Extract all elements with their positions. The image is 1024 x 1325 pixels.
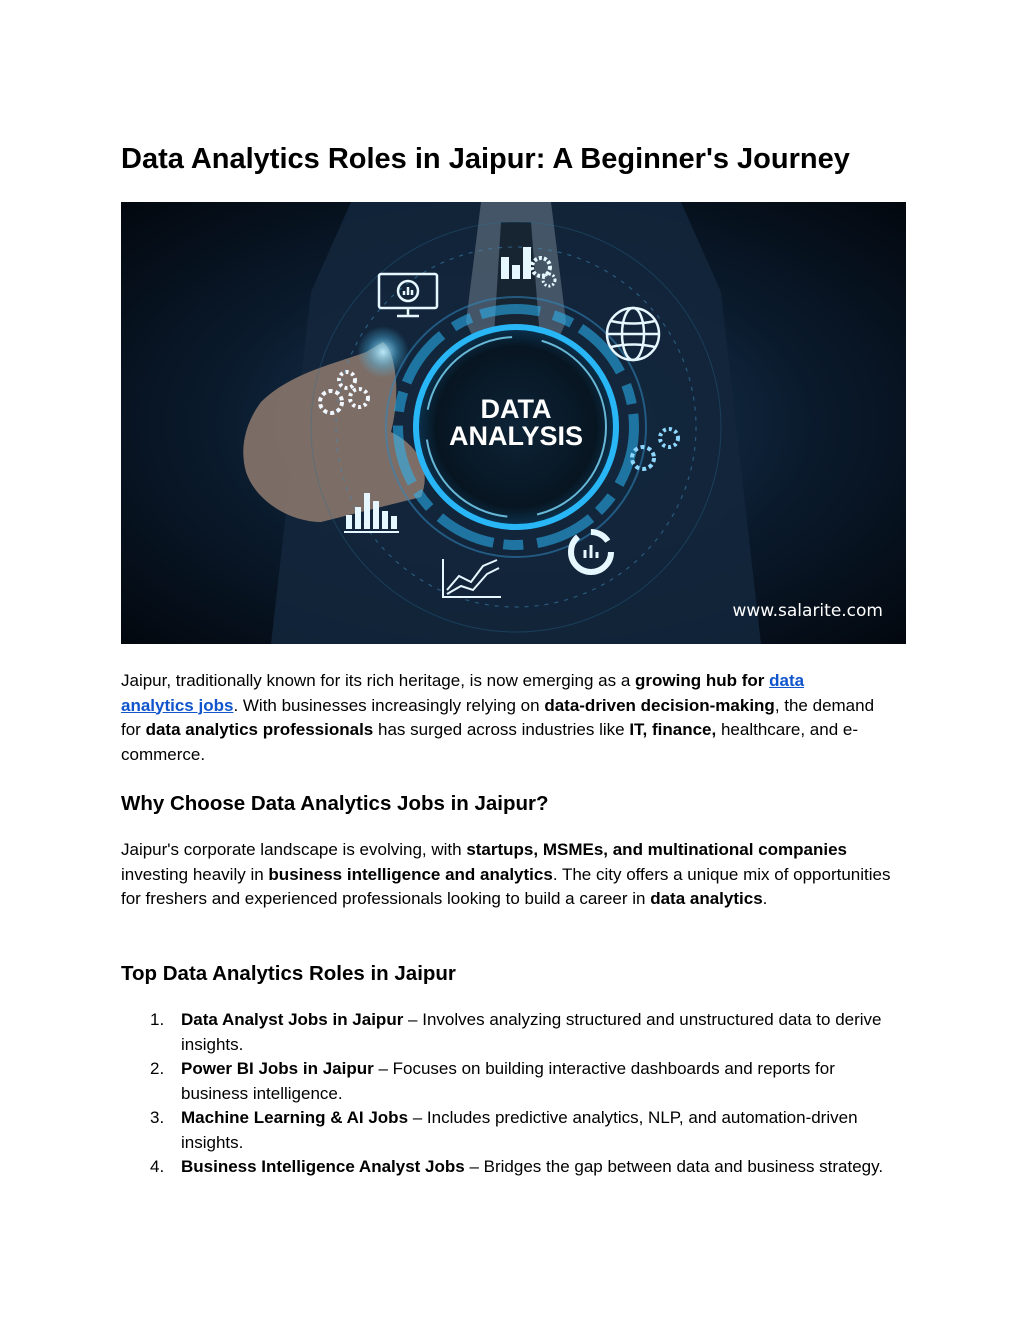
data-analysis-illustration [121, 202, 906, 644]
text-run: , the demand for [121, 695, 875, 739]
list-item [121, 1057, 907, 1106]
roles-list [121, 1008, 907, 1180]
text-run: has surged across industries like [373, 720, 630, 739]
list-number: 1. [150, 1010, 165, 1029]
bold-run: data analytics professionals [145, 720, 374, 739]
page-title: Data Analytics Roles in Jaipur: A Beginner's Journey [121, 143, 850, 175]
list-item [121, 1008, 907, 1057]
text-run: Jaipur, traditionally known for its rich heritage, is now emerging as a [121, 671, 636, 690]
section-heading-why-choose: Why Choose Data Analytics Jobs in Jaipur? [121, 792, 549, 815]
role-description: – Involves analyzing structured and unstructured data to derive insights. [181, 1010, 882, 1054]
text-run: Jaipur's corporate landscape is evolving, with [121, 840, 467, 859]
role-description: – Includes predictive analytics, NLP, and automation-driven insights. [181, 1108, 858, 1152]
role-description: – Bridges the gap between data and business strategy. [464, 1157, 884, 1176]
list-item [121, 1155, 907, 1180]
text-run: . [762, 889, 768, 908]
section-heading-top-roles: Top Data Analytics Roles in Jaipur [121, 962, 456, 985]
list-number: 2. [150, 1059, 165, 1078]
bold-run: data analytics [650, 889, 763, 908]
role-title: Data Analyst Jobs in Jaipur [181, 1010, 404, 1029]
hero-text-line2: ANALYSIS [448, 421, 584, 451]
text-run: . The city offers a unique mix of opportunities for freshers and experienced professionals looking to build a career in [121, 864, 891, 908]
text-run: . With businesses increasingly relying on [233, 695, 545, 715]
role-description: – Focuses on building interactive dashboards and reports for business intelligence. [181, 1059, 835, 1103]
bold-run: business intelligence and analytics [268, 864, 553, 884]
role-title: Business Intelligence Analyst Jobs [181, 1157, 465, 1176]
list-item [121, 1106, 907, 1155]
data-analytics-jobs-link[interactable]: data analytics jobs [121, 671, 805, 715]
bold-run: data-driven decision-making [544, 695, 775, 715]
list-number: 3. [150, 1108, 165, 1127]
bold-run: IT, finance, [629, 720, 717, 739]
hero-text-line1: DATA [480, 394, 552, 424]
bold-run: startups, MSMEs, and multinational companies [466, 840, 847, 859]
text-run: investing heavily in [121, 864, 269, 884]
role-title: Machine Learning & AI Jobs [181, 1108, 409, 1127]
bold-run: growing hub for [635, 671, 770, 690]
role-title: Power BI Jobs in Jaipur [181, 1059, 374, 1078]
why-choose-paragraph [121, 838, 907, 912]
hero-image [121, 202, 906, 644]
hero-watermark: www.salarite.com [732, 601, 883, 621]
text-run: healthcare, and e-commerce. [121, 720, 859, 764]
intro-paragraph [121, 669, 881, 767]
list-number: 4. [150, 1157, 165, 1176]
